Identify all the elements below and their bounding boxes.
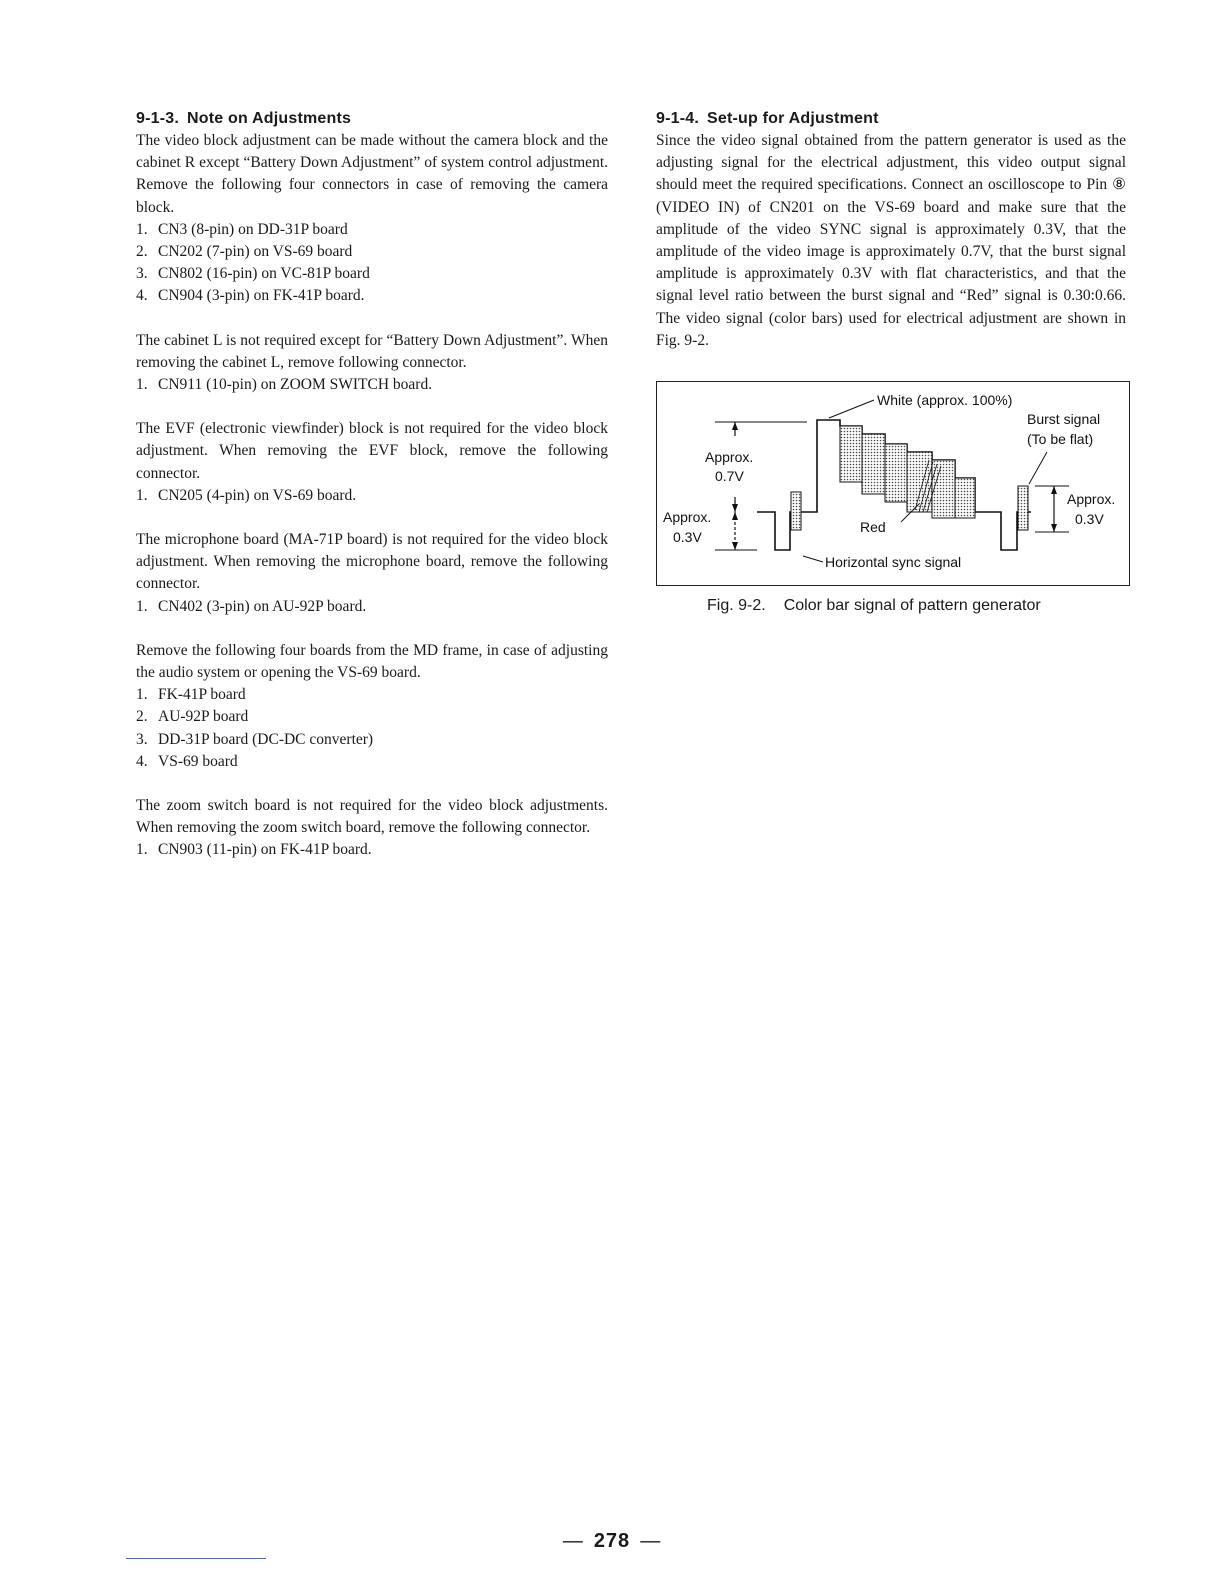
burst-right xyxy=(1018,486,1028,530)
connector-list xyxy=(136,374,608,396)
approx-03-right-value: 0.3V xyxy=(1075,511,1104,527)
paragraph: Since the video signal obtained from the pattern generator is used as the adjusting signal for the electrical adjustment, this video output signal should meet the required specifications. Connect an oscilloscope to Pin ⑧ (VIDEO IN) of CN201 on the VS-69 board and make sure that the amplitude of the video SYNC signal is approximately 0.3V, that the amplitude of the video image is approximately 0.7V, that the burst signal amplitude is approximately 0.3V with flat characteristics, and that the signal level ratio between the burst signal and “Red” signal is 0.30:0.66. The video signal (color bars) used for electrical adjustment are shown in Fig. 9-2. xyxy=(656,132,1126,349)
figure-caption xyxy=(707,597,1041,615)
list-item: 3. DD-31P board (DC-DC converter) xyxy=(136,730,374,748)
section-number: 9-1-3. xyxy=(136,110,179,127)
list-item: 4. CN904 (3-pin) on FK-41P board. xyxy=(136,287,365,305)
list-item: 1. CN205 (4-pin) on VS-69 board. xyxy=(136,486,357,504)
color-bar-figure xyxy=(656,381,1130,586)
list-item: 2. AU-92P board xyxy=(136,708,249,726)
approx-03-left-label: Approx. xyxy=(663,509,712,525)
section-heading-9-1-4 xyxy=(656,110,1126,128)
color-bar-waveform xyxy=(657,382,1131,587)
paragraph: The microphone board (MA-71P board) is not required for the video block adjustment. When removing the microphone board, remove the following connector. xyxy=(136,531,608,593)
white-label: White (approx. 100%) xyxy=(877,392,1013,408)
section-heading-9-1-3 xyxy=(136,110,608,128)
figure-caption-text: Color bar signal of pattern generator xyxy=(783,597,1041,614)
bar-cyan xyxy=(862,434,885,494)
paragraph: The video block adjustment can be made without the camera block and the cabinet R except “Battery Down Adjustment” of system control adjustment. Remove the following four connectors in case of removing the camera block. xyxy=(136,132,608,216)
section-number: 9-1-4. xyxy=(656,110,699,127)
list-item: 1. FK-41P board xyxy=(136,686,246,704)
list-item: 4. VS-69 board xyxy=(136,752,238,770)
list-item: 3. CN802 (16-pin) on VC-81P board xyxy=(136,265,370,283)
approx-07-label: Approx. xyxy=(705,449,754,465)
approx-07-value: 0.7V xyxy=(715,468,744,484)
list-item: 2. CN202 (7-pin) on VS-69 board xyxy=(136,243,353,261)
left-column xyxy=(136,110,608,862)
figure-number: Fig. 9-2. xyxy=(707,597,766,614)
burst-left xyxy=(791,492,801,530)
bar-blue xyxy=(955,478,975,518)
approx-03-left-value: 0.3V xyxy=(673,529,702,545)
bar-green xyxy=(885,444,907,502)
burst-label-note: (To be flat) xyxy=(1027,431,1094,447)
list-item: 1. CN911 (10-pin) on ZOOM SWITCH board. xyxy=(136,376,433,394)
paragraph: Remove the following four boards from the MD frame, in case of adjusting the audio system or opening the VS-69 board. xyxy=(136,641,608,682)
footer-rule xyxy=(126,1558,266,1559)
paragraph: The cabinet L is not required except for “Battery Down Adjustment”. When removing the cabinet L, remove following connector. xyxy=(136,331,608,371)
page-number: — 278 — xyxy=(562,1530,662,1552)
burst-label: Burst signal xyxy=(1027,411,1101,427)
red-label: Red xyxy=(860,519,886,535)
bar-magenta xyxy=(907,452,932,512)
list-item: 1. CN402 (3-pin) on AU-92P board. xyxy=(136,597,367,615)
connector-list xyxy=(136,596,608,618)
paragraph: The EVF (electronic viewfinder) block is not required for the video block adjustment. When removing the EVF block, remove the following connector. xyxy=(136,420,608,482)
list-item: 1. CN3 (8-pin) on DD-31P board xyxy=(136,220,348,238)
paragraph: The zoom switch board is not required for the video block adjustments. When removing the zoom switch board, remove the following connector. xyxy=(136,797,608,837)
hsync-label: Horizontal sync signal xyxy=(825,554,962,570)
section-title: Set-up for Adjustment xyxy=(707,110,879,127)
right-column xyxy=(656,110,1126,352)
list-item: 1. CN903 (11-pin) on FK-41P board. xyxy=(136,841,372,859)
bar-yellow xyxy=(840,426,862,482)
board-list xyxy=(136,684,608,773)
approx-03-right-label: Approx. xyxy=(1067,491,1116,507)
connector-list xyxy=(136,839,608,861)
connector-list xyxy=(136,485,608,507)
connector-list xyxy=(136,219,608,308)
section-title: Note on Adjustments xyxy=(187,110,352,127)
